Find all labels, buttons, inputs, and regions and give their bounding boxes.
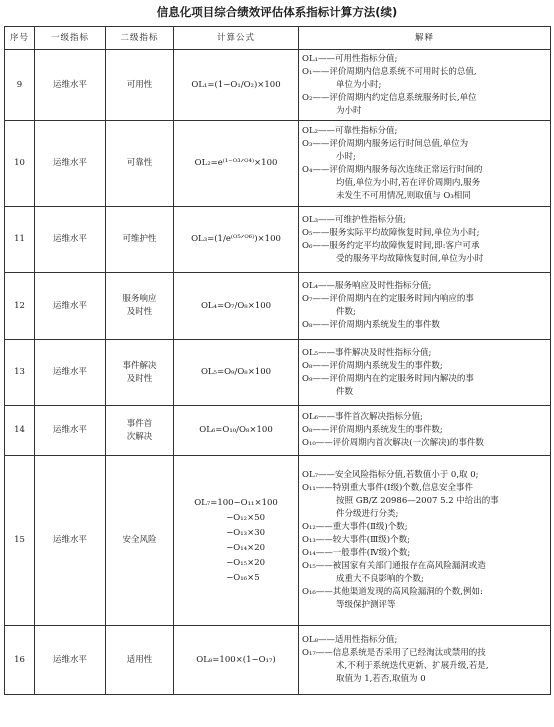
formula: OL₆=O₁₀/O₈×100: [174, 406, 299, 456]
explanation-line: O₄——评价周期内服务每次连续正常运行时间的: [302, 164, 483, 175]
formula: OL₁=(1−O₁/O₂)×100: [174, 50, 299, 121]
explanation: [299, 406, 551, 456]
explanation-line: O₉——评价周期内在约定服务时间内解决的事: [302, 373, 474, 384]
level1-indicator: 运维水平: [35, 207, 106, 273]
explanation-line: O₂——评价周期内约定信息系统服务时长,单位: [302, 92, 477, 103]
level1-indicator: 运维水平: [35, 406, 106, 456]
table-header-row: [5, 27, 551, 50]
level1-indicator: 运维水平: [35, 626, 106, 695]
level1-indicator: 运维水平: [35, 456, 106, 626]
explanation-line: OL₈——适用性指标分值;: [302, 635, 398, 645]
explanation: [299, 626, 551, 695]
explanation-line: 单位为小时;: [336, 79, 382, 90]
explanation-line: 按照 GB/Z 20986—2007 5.2 中给出的事: [336, 496, 499, 506]
explanation-line: O₁₄——一般事件(Ⅳ级)个数;: [302, 548, 411, 558]
explanation-line: OL₆——事件首次解决指标分值;: [302, 412, 423, 422]
level2-indicator: 可靠性: [106, 121, 174, 207]
explanation-line: O₆——服务约定平均故障恢复时间,即:客户可承: [302, 240, 480, 251]
level1-indicator: 运维水平: [35, 340, 106, 406]
table-row: [5, 50, 551, 121]
explanation-line: O₁₅——被国家有关部门通报存在高风险漏洞或造: [302, 561, 486, 571]
explanation-line: O₈——评价周期内系统发生的事件数: [302, 320, 440, 330]
header-level1: 一级指标: [35, 27, 106, 50]
row-number: 15: [5, 456, 35, 626]
formula: OL₄=O₇/O₈×100: [174, 273, 299, 340]
level2-indicator: 安全风险: [106, 456, 174, 626]
formula: OL₅=O₉/O₈×100: [174, 340, 299, 406]
row-number: 16: [5, 626, 35, 695]
header-formula: 计算公式: [174, 27, 299, 50]
level2-indicator: 适用性: [106, 626, 174, 695]
explanation-line: O₅——服务实际平均故障恢复时间,单位为小时;: [302, 227, 480, 238]
explanation-line: 为小时: [336, 105, 362, 116]
row-number: 13: [5, 340, 35, 406]
explanation-line: O₁——评价周期内信息系统不可用时长的总值,: [302, 66, 477, 77]
explanation: [299, 207, 551, 273]
header-no: 序号: [5, 27, 35, 50]
explanation-line: O₈——评价周期内系统发生的事件数;: [302, 425, 443, 435]
header-explanation: 解释: [299, 27, 551, 50]
explanation-line: 件数;: [336, 307, 356, 317]
explanation-line: 件数: [336, 386, 354, 397]
table-row: [5, 456, 551, 626]
explanation-line: OL₄——服务响应及时性指标分值;: [302, 281, 432, 291]
explanation-line: O₁₆——其他渠道发现的高风险漏洞的个数,例如:: [302, 587, 483, 597]
explanation-line: O₁₇——信息系统是否采用了已经淘汰或禁用的技: [302, 648, 486, 658]
table-row: [5, 207, 551, 273]
explanation-line: 件分级进行分类;: [336, 509, 399, 519]
metrics-table: [4, 26, 551, 695]
explanation-line: O₁₁——特别重大事件(Ⅰ级)个数,信息安全事件: [302, 483, 473, 493]
explanation-line: 成重大不良影响的个数;: [336, 574, 424, 584]
level2-indicator: 事件首 次解决: [106, 406, 174, 456]
explanation-line: O₁₀——评价周期内首次解决(一次解决)的事件数: [302, 438, 484, 448]
explanation-line: O₃——评价周期内服务运行时间总值,单位为: [302, 138, 469, 149]
explanation-line: 取值为 1,若否,取值为 0: [336, 674, 426, 684]
row-number: 12: [5, 273, 35, 340]
explanation-line: O₈——评价周期内系统发生的事件数;: [302, 360, 443, 371]
formula: OL₃=(1/e⁽ᴼ⁵ᐟᴼ⁶⁾)×100: [174, 207, 299, 273]
explanation-line: 术,不利于系统迭代更新、扩展升级,若是,: [336, 661, 489, 671]
page-title: 信息化项目综合绩效评估体系指标计算方法(续): [156, 5, 398, 19]
table-row: [5, 626, 551, 695]
level1-indicator: 运维水平: [35, 121, 106, 207]
table-row: [5, 121, 551, 207]
explanation-line: O₁₂——重大事件(Ⅱ级)个数;: [302, 522, 408, 532]
table-row: [5, 273, 551, 340]
explanation-line: OL₇——安全风险指标分值,若数值小于 0,取 0;: [302, 470, 479, 480]
formula: OL₇=100−O₁₁×100 −O₁₂×50 −O₁₃×30 −O₁₄×20 −O₁₅×20 −O₁₆×5: [174, 456, 299, 626]
explanation-line: 未发生不可用情况,则取值与 O₃相同: [336, 190, 471, 201]
explanation: [299, 456, 551, 626]
explanation: [299, 273, 551, 340]
row-number: 11: [5, 207, 35, 273]
level2-indicator: 可用性: [106, 50, 174, 121]
explanation-line: O₁₃——较大事件(Ⅲ级)个数;: [302, 535, 410, 545]
explanation-line: 小时;: [336, 151, 356, 162]
row-number: 9: [5, 50, 35, 121]
row-number: 14: [5, 406, 35, 456]
level1-indicator: 运维水平: [35, 50, 106, 121]
explanation: [299, 340, 551, 406]
explanation-line: 受的服务平均故障恢复时间,单位为小时: [336, 253, 484, 264]
explanation: [299, 50, 551, 121]
explanation-line: OL₂——可靠性指标分值;: [302, 125, 398, 136]
table-row: [5, 406, 551, 456]
table-row: [5, 340, 551, 406]
level2-indicator: 服务响应 及时性: [106, 273, 174, 340]
explanation: [299, 121, 551, 207]
explanation-line: 等级保护测评等: [336, 600, 396, 610]
explanation-line: O₇——评价周期内在约定服务时间内响应的事: [302, 294, 474, 304]
level2-indicator: 事件解决 及时性: [106, 340, 174, 406]
explanation-line: OL₃——可维护性指标分值;: [302, 214, 406, 225]
explanation-line: OL₁——可用性指标分值;: [302, 53, 398, 64]
row-number: 10: [5, 121, 35, 207]
level2-indicator: 可维护性: [106, 207, 174, 273]
explanation-line: OL₅——事件解决及时性指标分值;: [302, 347, 432, 358]
explanation-line: 均值,单位为小时,若在评价周期内,服务: [336, 177, 481, 188]
formula: OL₈=100×(1−O₁₇): [174, 626, 299, 695]
formula: OL₂=e⁽¹⁻ᴼ³ᐟᴼ⁴⁾×100: [174, 121, 299, 207]
level1-indicator: 运维水平: [35, 273, 106, 340]
header-level2: 二级指标: [106, 27, 174, 50]
